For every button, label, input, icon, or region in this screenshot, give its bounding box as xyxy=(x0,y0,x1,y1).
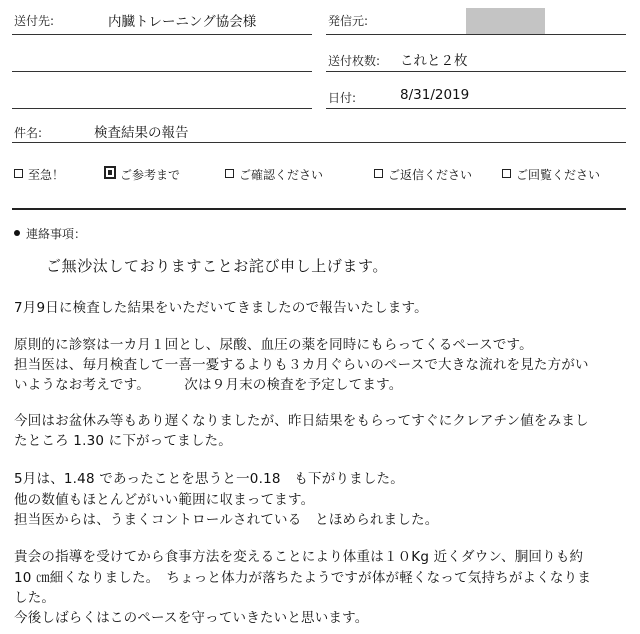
checkbox-for-reference-label: ご参考まで xyxy=(120,168,181,182)
subject-label: 件名: xyxy=(14,126,43,140)
body-line-5: 今回はお盆休み等もあり遅くなりましたが、昨日結果をもらってすぐにクレアチン値をみまし xyxy=(14,413,589,429)
date-label: 日付: xyxy=(328,91,357,105)
body-line-10: 貴会の指導を受けてから食事方法を変えることにより体重は１０Kg 近くダウン、胴回りも約 xyxy=(14,549,584,565)
checkbox-for-reference[interactable] xyxy=(104,166,116,179)
checkbox-please-circulate[interactable] xyxy=(502,169,511,178)
to-label: 送付先: xyxy=(14,14,55,28)
date-value: 8/31/2019 xyxy=(400,87,470,103)
checkbox-please-reply-label: ご返信ください xyxy=(388,168,473,182)
body-line-3: 担当医は、毎月検査して一喜一憂するよりも３カ月ぐらいのペースで大きな流れを見た方がい xyxy=(14,357,589,373)
pages-underline xyxy=(326,71,626,72)
subject-value: 検査結果の報告 xyxy=(94,125,189,141)
pages-value: これと２枚 xyxy=(400,53,468,69)
body-line-6: たところ 1.30 に下がってました。 xyxy=(14,433,232,449)
from-label: 発信元: xyxy=(328,14,369,28)
checkbox-please-confirm[interactable] xyxy=(225,169,234,178)
left-underline-2 xyxy=(12,71,312,72)
bullet-icon xyxy=(14,230,20,236)
body-line-2: 原則的に診察は一カ月１回とし、尿酸、血圧の薬を同時にもらってくるペースです。 xyxy=(14,337,533,353)
body-line-13: 今後しばらくはこのペースを守っていきたいと思います。 xyxy=(14,610,369,626)
checkbox-please-circulate-label: ご回覧ください xyxy=(516,168,601,182)
notes-label: 連絡事項： xyxy=(26,227,87,241)
checkbox-please-confirm-label: ご確認ください xyxy=(239,168,324,182)
pages-label: 送付枚数: xyxy=(328,54,381,68)
redacted-sender-block xyxy=(466,8,545,35)
date-underline xyxy=(326,108,626,109)
checkbox-urgent[interactable] xyxy=(14,169,23,178)
body-line-9: 担当医からは、うまくコントロールされている とほめられました。 xyxy=(14,512,439,528)
greeting-line: ご無沙汰しておりますことお詫び申し上げます。 xyxy=(46,257,389,275)
left-underline-3 xyxy=(12,108,312,109)
to-value: 内臓トレーニング協会様 xyxy=(108,14,257,30)
body-line-7: 5月は、1.48 であったことを思うと一0.18 も下がりました。 xyxy=(14,471,404,487)
checkbox-please-reply[interactable] xyxy=(374,169,383,178)
notes-separator xyxy=(12,208,626,210)
body-line-4: いようなお考えです。 次は９月末の検査を予定してます。 xyxy=(14,377,403,393)
from-underline xyxy=(326,34,626,35)
body-line-11: 10 ㎝細くなりました。 ちょっと体力が落ちたようですが体が軽くなって気持ちがよくなりま xyxy=(14,570,592,586)
body-line-1: 7月9日に検査した結果をいただいてきましたので報告いたします。 xyxy=(14,300,428,316)
subject-underline xyxy=(12,142,626,143)
checkbox-urgent-label: 至急！ xyxy=(28,168,65,182)
body-line-12: した。 xyxy=(14,590,56,606)
to-underline xyxy=(12,34,312,35)
body-line-8: 他の数値もほとんどがいい範囲に収まってます。 xyxy=(14,492,315,508)
